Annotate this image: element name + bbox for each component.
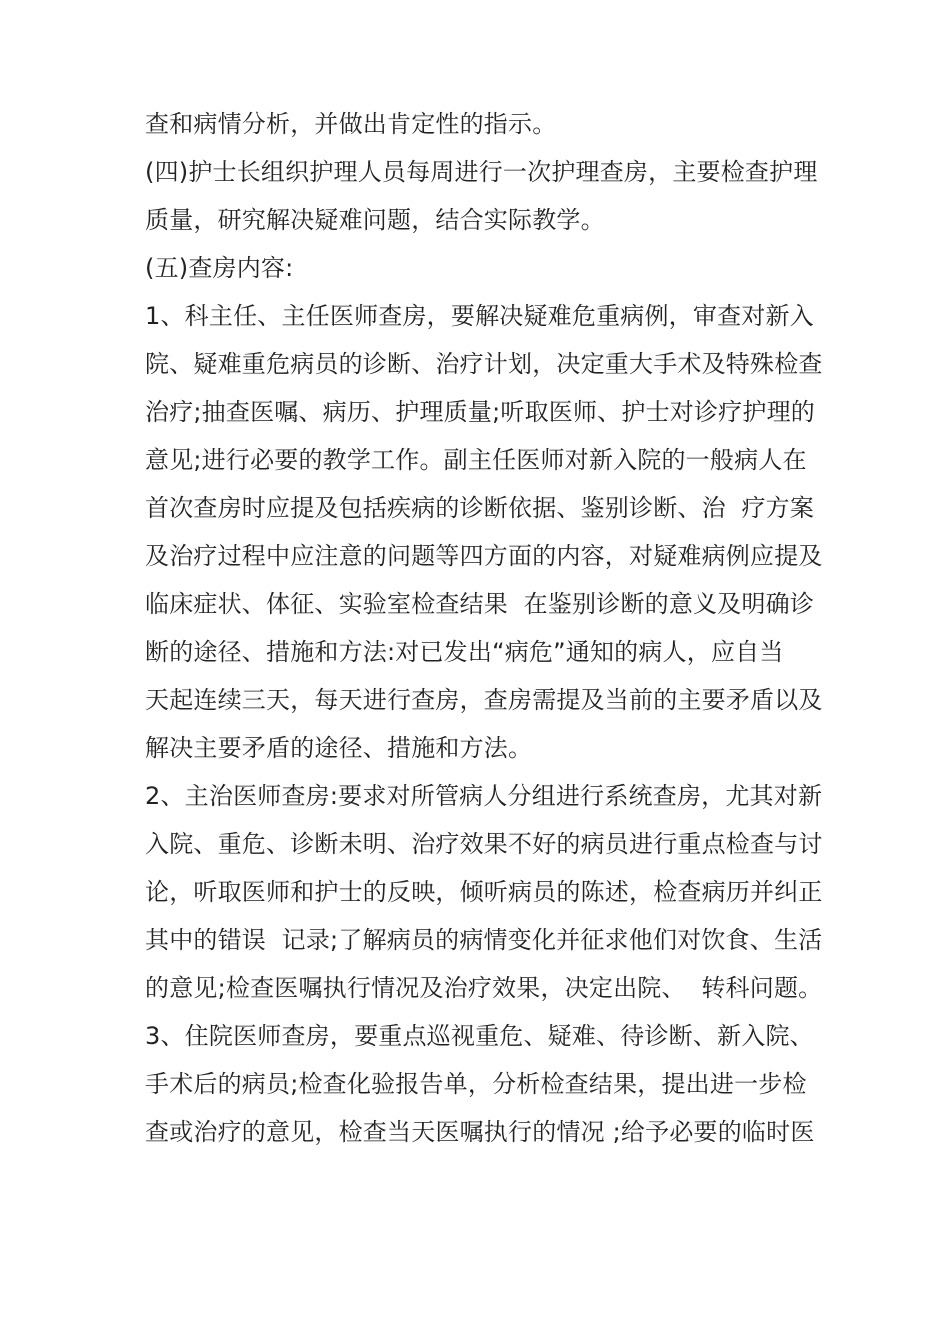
document-body [145,100,845,1156]
text-line-14: 解决主要矛盾的途径、措施和方法。 [145,734,533,762]
text-line-6: 院、疑难重危病员的诊断、治疗计划，决定重大手术及特殊检查 [145,350,823,378]
text-line-13: 天起连续三天，每天进行查房，查房需提及当前的主要矛盾以及 [145,686,823,714]
text-line-12: 断的途径、措施和方法:对已发出“病危”通知的病人，应自当 [145,638,784,666]
text-line-16: 入院、重危、诊断未明、治疗效果不好的病员进行重点检查与讨 [145,830,823,858]
text-line-4: (五)查房内容: [145,254,294,282]
text-line-17: 论，听取医师和护士的反映，倾听病员的陈述，检查病历并纠正 [145,878,823,906]
text-line-10: 及治疗过程中应注意的问题等四方面的内容，对疑难病例应提及 [145,542,823,570]
text-line-9: 首次查房时应提及包括疾病的诊断依据、鉴别诊断、治 疗方案 [145,494,815,522]
text-line-1: 查和病情分析，并做出肯定性的指示。 [145,110,557,138]
text-line-21: 手术后的病员;检查化验报告单，分析检查结果，提出进一步检 [145,1070,807,1098]
text-line-22: 查或治疗的意见，检查当天医嘱执行的情况 ;给予必要的临时医 [145,1118,815,1146]
text-line-2: (四)护士长组织护理人员每周进行一次护理查房，主要检查护理 [145,158,818,186]
text-line-5: 1、科主任、主任医师查房，要解决疑难危重病例，审查对新入 [145,302,814,330]
text-line-15: 2、主治医师查房:要求对所管病人分组进行系统查房，尤其对新 [145,782,823,810]
text-line-20: 3、住院医师查房，要重点巡视重危、疑难、待诊断、新入院、 [145,1022,814,1050]
text-line-11: 临床症状、体征、实验室检查结果 在鉴别诊断的意义及明确诊 [145,590,815,618]
text-line-8: 意见;进行必要的教学工作。副主任医师对新入院的一般病人在 [145,446,807,474]
text-line-18: 其中的错误 记录;了解病员的病情变化并征求他们对饮食、生活 [145,926,823,954]
text-line-7: 治疗;抽查医嘱、病历、护理质量;听取医师、护士对诊疗护理的 [145,398,815,426]
text-line-19: 的意见;检查医嘱执行情况及治疗效果，决定出院、 转科问题。 [145,974,823,1002]
text-line-3: 质量，研究解决疑难问题，结合实际教学。 [145,206,605,234]
